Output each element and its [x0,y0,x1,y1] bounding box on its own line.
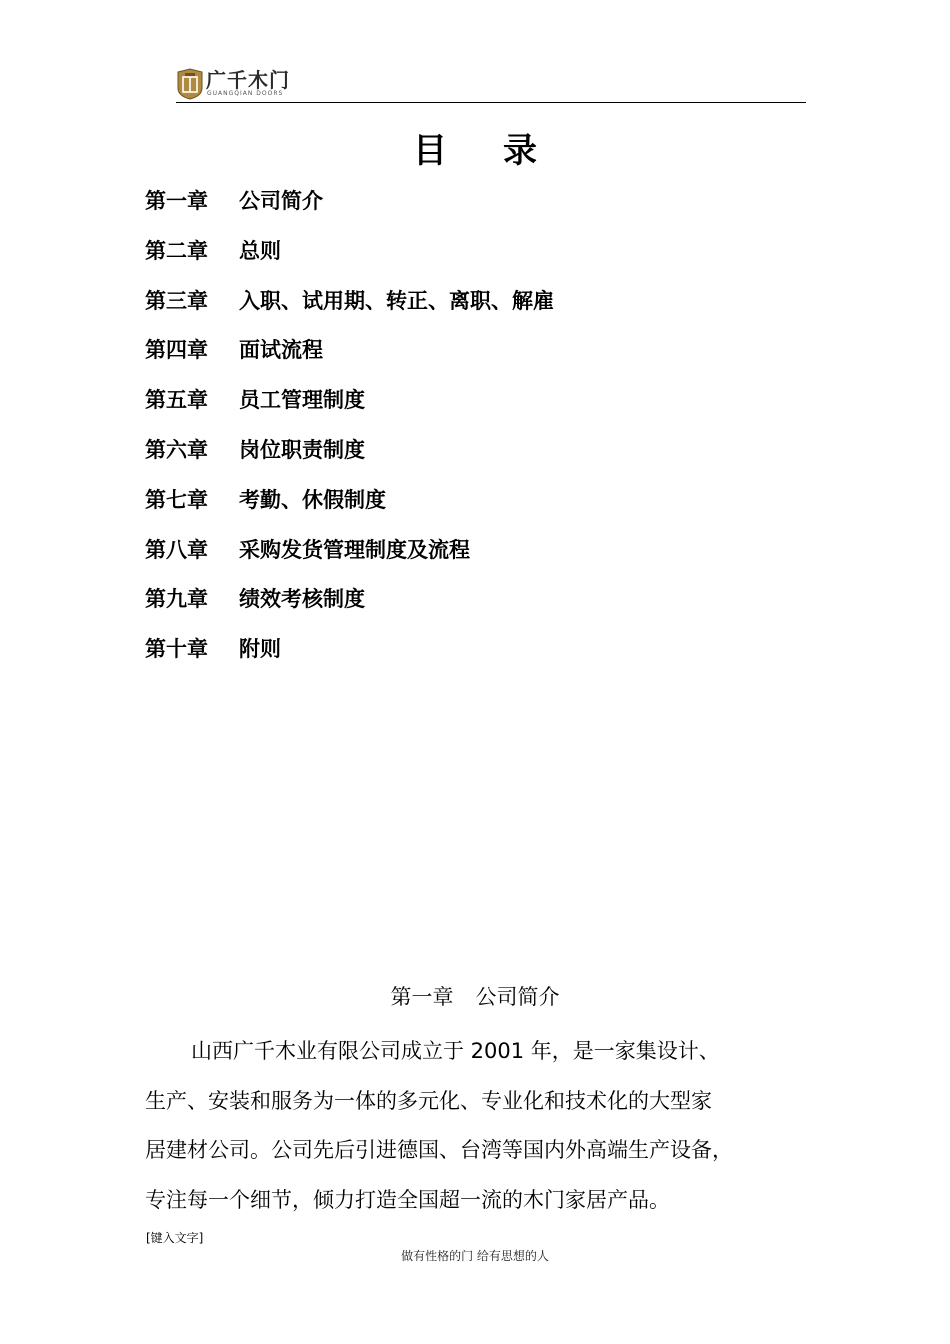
toc-chapter-number: 第二章 [145,238,208,263]
toc-chapter-number: 第六章 [145,437,208,462]
toc-chapter-number: 第三章 [145,288,208,313]
toc-chapter-title: 面试流程 [239,338,323,363]
toc-chapter-title: 总则 [239,238,281,263]
toc-chapter-title: 采购发货管理制度及流程 [239,537,470,562]
toc-chapter-title: 考勤、休假制度 [239,487,386,512]
toc-item[interactable] [145,534,554,584]
section-title [0,980,950,1014]
paragraph-line: 居建材公司。公司先后引进德国、台湾等国内外高端生产设备， [145,1138,733,1162]
paragraph-line: 山西广千木业有限公司成立于 2001 年，是一家集设计、 [191,1039,720,1063]
section-chapter: 第一章 [390,985,454,1009]
toc-chapter-number: 第八章 [145,537,208,562]
toc-chapter-title: 公司简介 [239,189,323,213]
toc-item[interactable] [145,185,554,235]
toc-chapter-number: 第七章 [145,487,208,512]
toc-chapter-title: 入职、试用期、转正、离职、解雇 [239,288,554,313]
page-header [176,66,806,104]
toc-item[interactable] [145,334,554,384]
logo-subtext: GUANGQIAN DOORS [207,90,284,97]
toc-chapter-number: 第四章 [145,338,208,363]
logo-text: 广千木门 [206,68,290,92]
company-intro-paragraph [145,1027,810,1225]
header-divider [176,102,806,103]
paragraph-line: 专注每一个细节，倾力打造全国超一流的木门家居产品。 [145,1187,670,1212]
table-of-contents [145,185,554,683]
toc-title: 目录 [413,131,593,171]
shield-logo-icon [176,68,204,100]
toc-item[interactable] [145,583,554,633]
toc-chapter-number: 第五章 [145,388,208,413]
paragraph-line: 生产、安装和服务为一体的多元化、专业化和技术化的大型家 [145,1088,712,1113]
footer-placeholder[interactable]: [键入文字] [146,1231,204,1245]
toc-item[interactable] [145,434,554,484]
toc-chapter-title: 员工管理制度 [239,388,365,413]
toc-item[interactable] [145,285,554,335]
toc-chapter-number: 第九章 [145,587,208,612]
footer-slogan: 做有性格的门 给有思想的人 [401,1249,549,1263]
section-heading: 公司简介 [475,985,560,1009]
toc-item[interactable] [145,633,554,683]
toc-chapter-number: 第一章 [145,189,208,213]
toc-item[interactable] [145,484,554,534]
toc-item[interactable] [145,384,554,434]
toc-chapter-title: 岗位职责制度 [239,437,365,462]
toc-item[interactable] [145,235,554,285]
toc-chapter-number: 第十章 [145,637,208,662]
toc-chapter-title: 附则 [239,637,281,662]
toc-chapter-title: 绩效考核制度 [239,587,365,612]
